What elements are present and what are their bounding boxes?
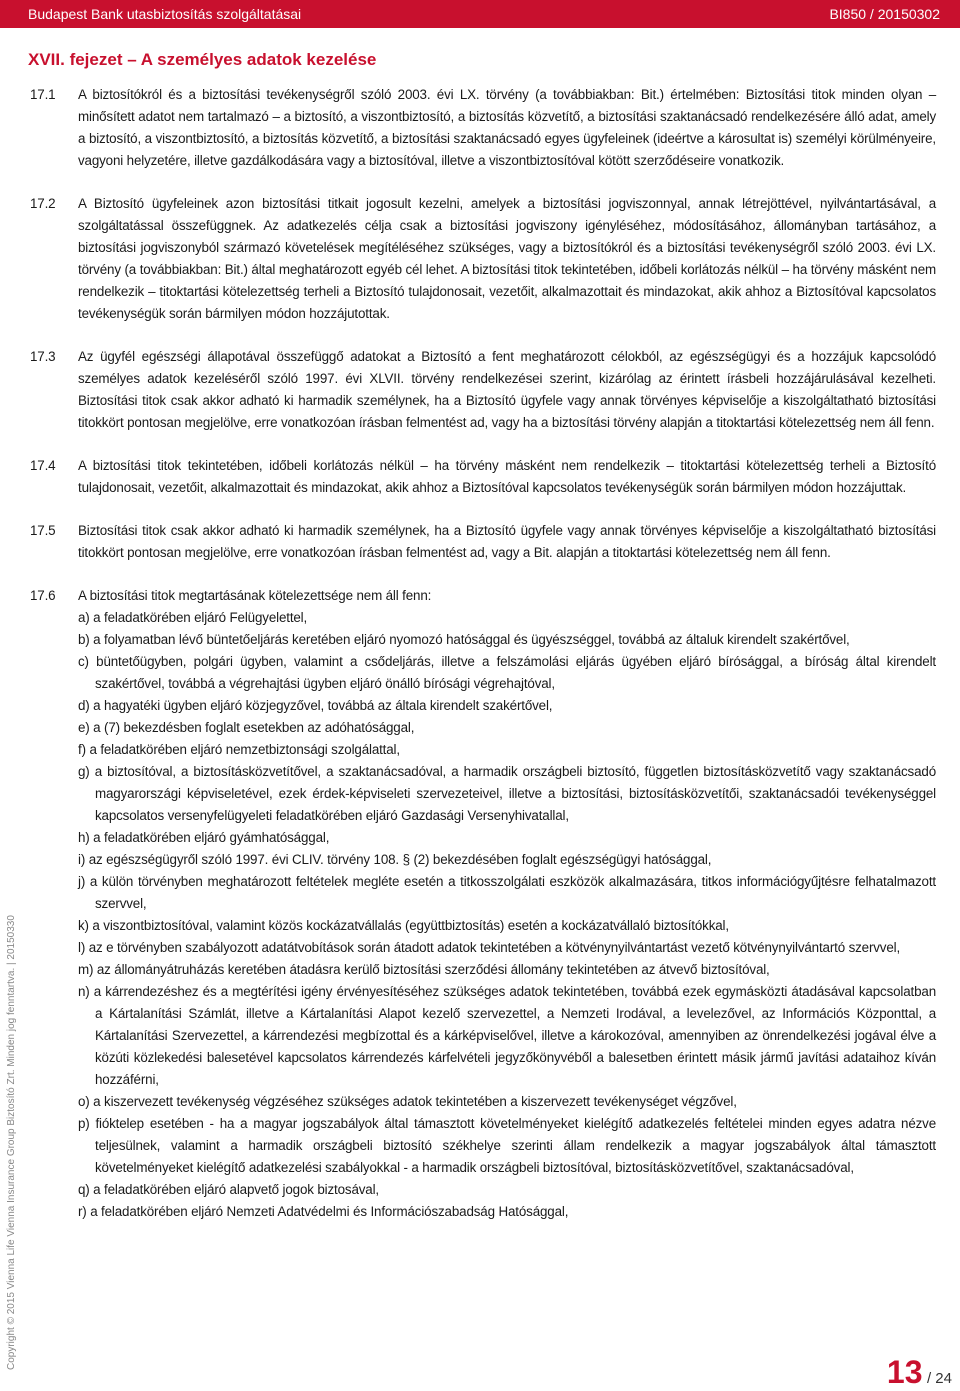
list-item: h) a feladatkörében eljáró gyámhatósággal, [78,830,330,845]
list-item: n) a kárrendezéshez és a megtérítési igény érvényesítéséhez szükséges adatok tekintetében, továbbá ezek egymásközti átadásával kapcsolatban a Kártalanítási Számlát, illetve a Kártalanítási Alapot kezelő szervezettel, a Nemzeti Irodával, a levelezővel, az Információs Központtal, a Kártalanítási Szervezettel, a kárrendezési megbízottal és a kárképviselővel, illetve a károkozóval, amennyiben az önrendelkezési jogával élve a közúti közlekedési balesetével kapcsolatos kárrendezés kárfelvételi jegyzőkönyvéből a balesetben érintett másik jármű javítási adataihoz kíván hozzáférni, [78,984,936,1087]
page-number [887,1354,952,1391]
header-title: Budapest Bank utasbiztosítás szolgáltatásai [28,6,302,22]
section-number: 17.3 [30,349,56,364]
section-text: A biztosítási titok tekintetében, időbeli korlátozás nélkül – ha törvény másként nem rendelkezik – titoktartási kötelezettség terheli a Biztosító tulajdonosait, vezetőit, alkalmazottait és mindazokat, akik ahhoz a Biztosítóval kapcsolatos tevékenységük során bármilyen módon hozzájuttak. [78,458,936,495]
section-number: 17.5 [30,523,56,538]
section-17-1 [30,84,936,172]
section-intro: A biztosítási titok megtartásának kötelezettsége nem áll fenn: [78,588,432,603]
list-item: k) a viszontbiztosítóval, valamint közös kockázatvállalás (együttbiztosítás) esetén a kockázatvállaló biztosítókkal, [78,918,729,933]
list-item: i) az egészségügyről szóló 1997. évi CLIV. törvény 108. § (2) bekezdésében foglalt egészségügyi hatósággal, [78,852,712,867]
list-item: j) a külön törvényben meghatározott feltételek megléte esetén a titkosszolgálati eszközök alkalmazására, titkos információgyűjtésre felhatalmazott szervvel, [78,874,936,911]
total-pages: / 24 [926,1370,952,1387]
section-17-4 [30,455,936,499]
chapter-title: XVII. fejezet – A személyes adatok kezelése [28,50,377,69]
section-17-3 [30,346,936,434]
list-item: m) az állományátruházás keretében átadásra kerülő biztosítási szerződési állomány tekintetében az átvevő biztosítóval, [78,962,770,977]
list-item: p) fióktelep esetében - ha a magyar jogszabályok által támasztott követelményeket kielégítő adatkezelés feltételei minden egyes adatra nézve teljesülnek, valamint a harmadik országbeli biztosító székhelye szerinti állam rendelkezik a magyar jogszabályok által támasztott követelményeket kielégítő adatkezelési szabályokkal - a harmadik országbeli biztosítóval, biztosításközvetítővel, szaktanácsadóval, [78,1116,936,1175]
section-text: Az ügyfél egészségi állapotával összefüggő adatokat a Biztosító a fent meghatározott célokból, az egészségügyi és a hozzájuk kapcsolódó személyes adatok kezeléséről szóló 1997. évi XLVII. törvény rendelkezései szerint, kizárólag az érintett írásbeli hozzájárulásával kezelheti. Biztosítási titok csak akkor adható ki harmadik személynek, ha a Biztosító ügyfele vagy annak törvényes képviselője a kiszolgáltatható biztosítási titokkört pontosan megjelölve, erre vonatkozóan írásban felmentést ad, vagy ha a biztosítási törvény alapján a titoktartási kötelezettség nem áll fenn. [78,349,936,430]
section-number: 17.1 [30,87,56,102]
list-item: a) a feladatkörében eljáró Felügyelettel, [78,610,308,625]
page-header [0,0,960,28]
section-text: A Biztosító ügyfeleinek azon biztosítási titkait jogosult kezelni, amelyek a biztosítási jogviszonnyal, annak létrejöttével, nyilvántartásával, a szolgáltatással összefüggnek. Az adatkezelés célja csak a biztosítási jogviszony igényléséhez, módosításához, állományban tartásához, a biztosítási jogviszonyból származó követelések megítéléséhez szükséges, vagy a biztosítókról és a biztosítási tevékenységről szóló 2003. évi LX. törvény (a továbbiakban: Bit.) által meghatározott egyéb cél lehet. A biztosítási titok tekintetében, időbeli korlátozás nélkül – ha törvény másként nem rendelkezik – titoktartási kötelezettség terheli a Biztosító tulajdonosait, vezetőit, alkalmazottait és mindazokat, akik ahhoz a Biztosítóval kapcsolatos tevékenységük során bármilyen módon hozzájutottak. [78,196,936,321]
section-text: Biztosítási titok csak akkor adható ki harmadik személynek, ha a Biztosító ügyfele vagy annak törvényes képviselője a kiszolgáltatható biztosítási titokkört pontosan megjelölve, erre vonatkozóan írásban felmentést ad, vagy a Bit. alapján a titoktartási kötelezettség nem áll fenn. [78,523,936,560]
section-text: A biztosítókról és a biztosítási tevékenységről szóló 2003. évi LX. törvény (a továbbiakban: Bit.) értelmében: Biztosítási titok minden olyan – minősített adatot nem tartalmazó – a biztosító, a viszontbiztosító, a biztosítás közvetítő, a biztosítási szaktanácsadó rendelkezésére álló adat, amely a biztosító, a viszontbiztosító, a biztosítás közvetítő, a biztosítási szaktanácsadó egyes ügyfeleinek (ideértve a károsultat is) személyi körülményeire, vagyoni helyzetére, illetve gazdálkodására vagy a biztosítóval, illetve a viszontbiztosítóval kötött szerződéseire vonatkozik. [78,87,936,168]
exception-list [78,607,936,1223]
section-number: 17.4 [30,458,56,473]
list-item: g) a biztosítóval, a biztosításközvetítővel, a szaktanácsadóval, a harmadik országbeli biztosító, független biztosításközvetítő vagy szaktanácsadó magyarországi képviseletével, ezek érdek-képviseleti szervezeteivel, illetve a biztosítási, biztosításközvetítői, szaktanácsadói tevékenységgel kapcsolatos versenyfelügyeleti feladatkörében eljáró Gazdasági Versenyhivatallal, [78,764,936,823]
list-item: d) a hagyatéki ügyben eljáró közjegyzővel, továbbá az általa kirendelt szakértővel, [78,698,553,713]
list-item: f) a feladatkörében eljáró nemzetbiztonsági szolgálattal, [78,742,400,757]
list-item: b) a folyamatban lévő büntetőeljárás keretében eljáró nyomozó hatósággal és ügyészséggel, továbbá az általuk kirendelt szakértővel, [78,632,850,647]
copyright-side-note: Copyright © 2015 Vienna Life Vienna Insurance Group Biztosító Zrt. Minden jog fenntartva. | 20150330 [6,915,17,1370]
list-item: l) az e törvényben szabályozott adatátvobítások során átadott adatok tekintetében a kötvénynyilvántartást vezető kötvénynyilvántartó szervvel, [78,940,901,955]
section-number: 17.6 [30,588,56,603]
current-page: 13 [886,1354,923,1390]
section-17-6 [30,585,936,1223]
list-item: q) a feladatkörében eljáró alapvető jogok biztosával, [78,1182,379,1197]
section-number: 17.2 [30,196,56,211]
document-body [30,84,936,1244]
section-17-2 [30,193,936,325]
header-document-code: BI850 / 20150302 [829,6,940,22]
list-item: r) a feladatkörében eljáró Nemzeti Adatvédelmi és Információszabadság Hatósággal, [78,1204,569,1219]
section-17-5 [30,520,936,564]
list-item: o) a kiszervezett tevékenység végzéséhez szükséges adatok tekintetében a kiszervezett tevékenységet végzővel, [78,1094,737,1109]
list-item: e) a (7) bekezdésben foglalt esetekben az adóhatósággal, [78,720,415,735]
list-item: c) büntetőügyben, polgári ügyben, valamint a csődeljárás, illetve a felszámolási eljárás ügyében eljáró bírósággal, a bíróság által kirendelt szakértővel, továbbá a végrehajtási ügyben eljáró önálló bírósági végrehajtóval, [78,654,936,691]
